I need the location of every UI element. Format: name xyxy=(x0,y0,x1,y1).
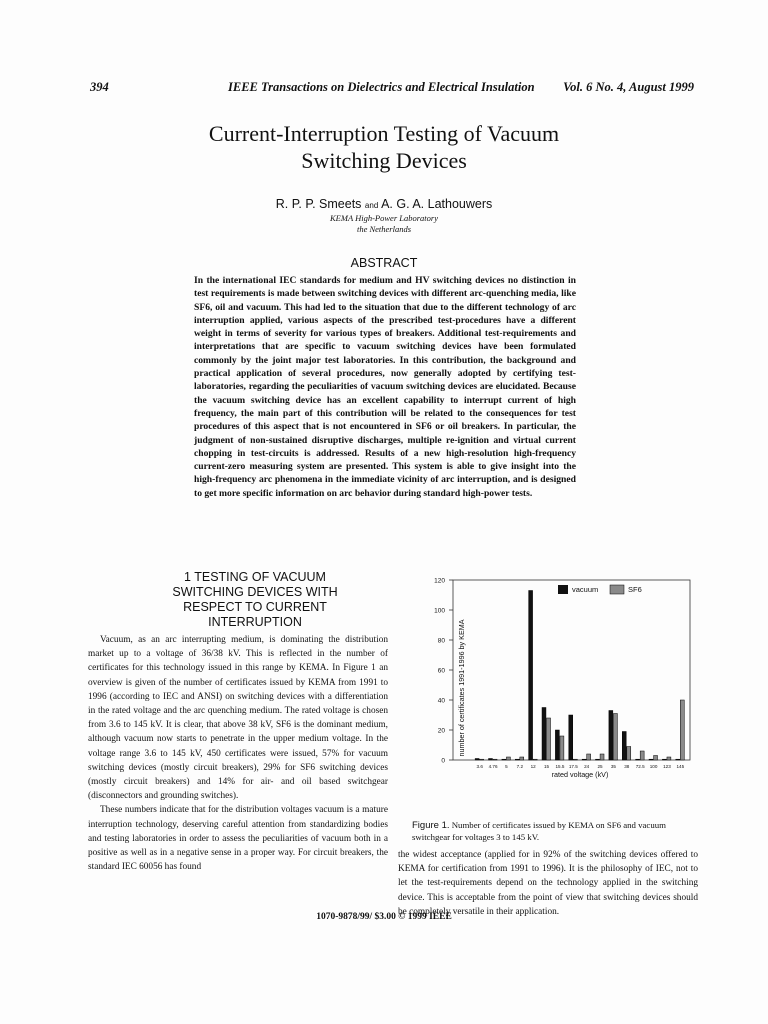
y-tick-label: 60 xyxy=(437,667,445,675)
abstract-text: In the international IEC standards for medium and HV switching devices no distinction in test requirements is made between switching devices with different arc-quenching media, like SF6, oil and vacuum. This had led to the situation that due to the different technology of arc interruption applied, various aspects of the prescribed test-procedures have a different weight in terms of severity for various types of breakers. Additional test-requirements and interpretations that are specific to vacuum switching devices have been formulated commonly by the joint major test laboratories. In this contribution, the background and practical application of several procedures, now generally adopted by certifying test-laboratories, regarding the peculiarities of vacuum switching devices are elucidated. Because the vacuum switching device has an excellent capability to interrupt current of high frequency, the main part of this contribution will be related to the consequences for test procedures of this aspect that is not encountered in SF6 or oil breakers. In particular, the judgment of non-sustained disruptive discharges, multiple re-ignition and virtual current chopping in test-circuits is addressed. Results of a new high-resolution high-frequency current-zero measuring system are presented. This system is able to give insight into the high-frequency arc phenomena in the immediate vicinity of arc interruption, and is designed to get more specific information on arc behavior during standard high-power tests. xyxy=(194,275,576,499)
authors xyxy=(160,197,608,211)
bar-sf6 xyxy=(573,759,577,760)
volume-info: Vol. 6 No. 4, August 1999 xyxy=(563,80,694,94)
legend-swatch-vacuum xyxy=(558,585,568,594)
x-tick-label: 17.5 xyxy=(568,764,578,769)
bar-vacuum xyxy=(542,708,546,761)
y-tick-label: 0 xyxy=(441,757,445,765)
bar-sf6 xyxy=(640,751,644,760)
x-tick-label: 15.5 xyxy=(555,764,565,769)
bar-vacuum xyxy=(662,759,666,760)
x-tick-label: 100 xyxy=(649,764,658,769)
journal-name: IEEE Transactions on Dielectrics and Electrical Insulation xyxy=(228,80,535,94)
x-tick-label: 12 xyxy=(530,764,536,769)
x-axis-label: rated voltage (kV) xyxy=(551,770,609,779)
author-2: A. G. A. Lathouwers xyxy=(381,197,493,211)
x-tick-label: 145 xyxy=(676,764,685,769)
title-line-2: Switching Devices xyxy=(301,148,467,173)
x-tick-label: 7.2 xyxy=(516,764,524,769)
bar-sf6 xyxy=(533,759,537,760)
legend-label-vacuum: vacuum xyxy=(572,585,599,594)
bar-sf6 xyxy=(627,747,631,761)
bar-sf6 xyxy=(506,757,510,760)
left-column xyxy=(88,633,388,874)
x-tick-label: 24 xyxy=(584,764,590,769)
paper-title xyxy=(150,120,618,174)
figure-label: Figure 1. xyxy=(412,820,450,831)
title-line-1: Current-Interruption Testing of Vacuum xyxy=(208,121,560,146)
bar-sf6 xyxy=(480,759,484,760)
bar-sf6 xyxy=(587,754,591,760)
y-tick-label: 40 xyxy=(437,697,445,705)
section-1-heading xyxy=(150,570,360,630)
bar-vacuum xyxy=(596,759,600,760)
bar-vacuum xyxy=(529,591,533,761)
bar-vacuum xyxy=(555,730,559,760)
x-tick-label: 15 xyxy=(544,764,550,769)
x-tick-label: 4.76 xyxy=(488,764,498,769)
section-heading-line-1: 1 TESTING OF VACUUM xyxy=(184,570,326,584)
legend-swatch-sf6 xyxy=(610,585,624,594)
bar-vacuum xyxy=(502,759,506,760)
page-number: 394 xyxy=(90,80,109,94)
copyright-footer: 1070-9878/99/ $3.00 © 1999 IEEE xyxy=(316,912,452,922)
bar-sf6 xyxy=(493,759,497,760)
bar-vacuum xyxy=(609,711,613,761)
running-header xyxy=(90,80,694,96)
y-tick-label: 100 xyxy=(434,607,445,615)
x-tick-label: 5 xyxy=(505,764,508,769)
affiliation-line-2: the Netherlands xyxy=(356,224,412,234)
x-tick-label: 25 xyxy=(597,764,603,769)
legend-label-sf6: SF6 xyxy=(628,585,642,594)
bar-sf6 xyxy=(547,718,551,760)
paragraph-2: These numbers indicate that for the distribution voltages vacuum is a mature interruption technology, deserving careful attention from standardizing bodies and testing laboratories in order to assess the peculiarities of vacuum both in a positive as well as in a negative sense in a proper way. For circuit breakers, the standard IEC 60056 has found xyxy=(88,805,388,873)
bar-vacuum xyxy=(636,759,640,760)
section-heading-line-4: INTERRUPTION xyxy=(208,615,302,629)
bar-sf6 xyxy=(680,700,684,760)
bar-vacuum xyxy=(676,759,680,760)
x-tick-label: 72.5 xyxy=(635,764,645,769)
section-heading-line-2: SWITCHING DEVICES WITH xyxy=(172,585,338,599)
bar-sf6 xyxy=(654,756,658,761)
bar-vacuum xyxy=(475,759,479,761)
bar-vacuum xyxy=(489,759,493,761)
author-and: and xyxy=(364,201,379,210)
y-axis-label: number of certificates 1991-1996 by KEMA xyxy=(457,619,466,757)
paragraph-1: Vacuum, as an arc interrupting medium, is dominating the distribution market up to a voltage of 36/38 kV. This is reflected in the number of certificates for this technology issued in this range by KEMA. In Figure 1 an overview is given of the number of certificates issued by KEMA from 1991 to 1996 (according to IEC and ANSI) on switching devices with a differentiation in the rated voltage and the arc quenching medium. The rated voltage is chosen from 3.6 to 145 kV. It is clear, that above 38 kV, SF6 is the dominant medium, although vacuum now starts to penetrate in the upper medium voltage. In the voltage range 3.6 to 145 kV, 450 certificates were issued, 57% for vacuum switching devices (mostly circuit breakers), 29% for SF6 switching devices (mostly circuit breakers) and 14% for air- and oil based switchgear (disconnectors and grounding switches). xyxy=(88,635,388,802)
affiliation-line-1: KEMA High-Power Laboratory xyxy=(330,213,438,223)
bar-vacuum xyxy=(582,759,586,760)
x-tick-label: 38 xyxy=(624,764,630,769)
bar-sf6 xyxy=(560,736,564,760)
figure-caption-text: Number of certificates issued by KEMA on SF6 and vacuum switchgear for voltages 3 to 145 kV. xyxy=(412,820,666,842)
figure-caption xyxy=(412,820,698,843)
bar-vacuum xyxy=(649,759,653,760)
figure-1 xyxy=(398,574,698,792)
x-tick-label: 3.6 xyxy=(476,764,483,769)
y-tick-label: 120 xyxy=(434,577,445,585)
author-1: R. P. P. Smeets xyxy=(275,197,362,211)
bar-chart xyxy=(398,574,698,792)
right-column-paragraph: the widest acceptance (applied for in 92% of the switching devices offered to KEMA for certification from 1991 to 1996). It is the philosophy of IEC, not to let the test-requirements depend on the technology applied in the switching device. This is acceptable from the point of view that switching devices should be completely versatile in their application. xyxy=(398,850,698,917)
bar-sf6 xyxy=(520,757,524,760)
affiliation xyxy=(200,213,568,235)
y-tick-label: 80 xyxy=(437,637,445,645)
y-tick-label: 20 xyxy=(437,727,445,735)
right-column xyxy=(398,848,698,919)
bar-sf6 xyxy=(613,714,617,761)
bar-vacuum xyxy=(569,715,573,760)
bar-vacuum xyxy=(515,759,519,760)
abstract-heading: ABSTRACT xyxy=(350,256,418,270)
bar-vacuum xyxy=(622,732,626,761)
section-heading-line-3: RESPECT TO CURRENT xyxy=(183,600,327,614)
bar-sf6 xyxy=(667,757,671,760)
x-tick-label: 35 xyxy=(610,764,616,769)
x-tick-label: 123 xyxy=(663,764,671,769)
bar-sf6 xyxy=(600,754,604,760)
